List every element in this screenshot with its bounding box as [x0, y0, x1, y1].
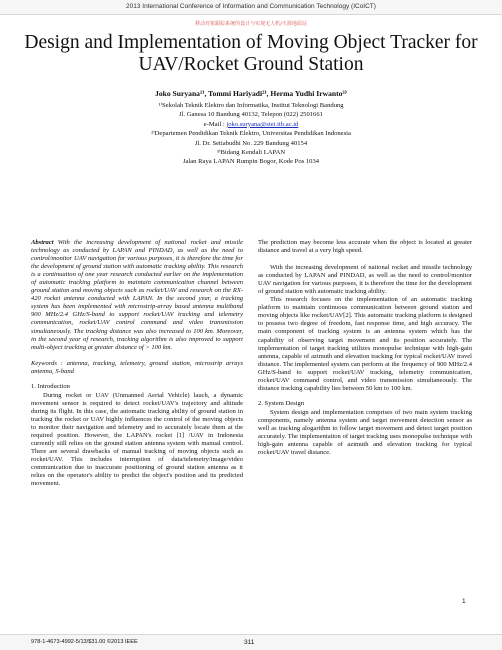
email-link[interactable]: joko.suryana@stei.itb.ac.id: [226, 120, 299, 128]
system-design-text: System design and implementation comprises of two main system tracking components, namely antenna system and target movement detection sensor as well as tracking alogarithm to follow target movement and detect target position accurately. The implementation of target tracking uses monopulse technique with high-gain antenna capable of azimuth and elevation tracking for typical rocket/UAV travel distance.: [258, 408, 472, 457]
affiliations: [40, 101, 462, 167]
affiliation-line: Jalan Raya LAPAN Rumpin Bogor, Kode Pos 1034: [182, 158, 320, 166]
paper-title: Design and Implementation of Moving Object Tracker for UAV/Rocket Ground Station: [24, 32, 478, 75]
email-line: [40, 120, 462, 129]
left-column: [31, 239, 243, 488]
page-number: 1: [462, 598, 466, 605]
affiliation-line: Jl. Ganesa 10 Bandung 40132, Telepon (022) 2501661: [179, 111, 323, 119]
affiliation-line: ²⁾Departemen Pendidikan Teknik Elektro, Universitas Pendidikan Indonesia: [151, 130, 351, 138]
section-heading-system-design: 2. System Design: [258, 399, 305, 407]
isbn-copyright: 978-1-4673-4992-5/13/$31.00 ©2013 IEEE: [31, 639, 138, 645]
abstract: [31, 239, 243, 352]
page-footer: [0, 634, 502, 650]
introduction-text: During rocket or UAV (Unmanned Aerial Vehicle) lauch, a dynamic movement sensor is required to detect rocket/UAV's trajectory and altitude during its flight. In this case, the automatic tracking ability of ground station in tracking the rocket or UAV highly influences the control of the moving objects to monitor their navigation and telemetry and to accurately locate them at the required position. However, the LAPAN's rocket [1] /UAV in Indonesia currently still relies on the ground station antenna system with manual control. There are several drawbacks of manual tracking of moving objects such as rocket/UAV. This includes interruption of data/telemetry/image/video communication due to inaccurate positioning of ground station antenna as it relies on the operator's ability to predict the object's position and its predicted movement.: [31, 391, 243, 488]
chinese-watermark: 移动对象跟踪系统的设计与实现无人机/火箭地面站: [195, 21, 307, 27]
affiliation-line: ³⁾Bidang Kendali LAPAN: [216, 149, 286, 157]
section-heading-introduction: 1. Introduction: [31, 382, 70, 390]
conference-header: 2013 International Conference of Information and Communication Technology (ICoICT): [0, 0, 502, 15]
abstract-lead: Abstract: [31, 239, 54, 246]
email-prefix: e-Mail :: [203, 120, 227, 128]
right-column: [258, 239, 472, 457]
paragraph: This research focuses on the implementation of an automatic tracking platform to maintain continuous communication between ground station and moving objects like rocket/UAV[2]. This automatic tracking platform is designed to possess two degree of freedom, fast response time, and high accuracy. The main component of tracking system is an antenna system which has the capability of observing target movement and its position accurately. The implementation of target tracking utilizes monopulse technique with high-gain antenna, capable of azimuth and elevation tracking for typical rocket/UAV travel distance. The implemented system can perform at the frequency of 900 MHz/2.4 GHz/S-band to support rocket/UAV tracking, telemetry communication, rocket/UAV command control, and video transmission simultaneously. The distance tracking capability lies between 50 km to 100 km.: [258, 296, 472, 392]
paragraph: The prediction may become less accurate when the object is located at greater distance and travel at a very high speed.: [258, 239, 472, 255]
keywords: Keywords : antenna, tracking, telemetry, ground station, microstrip arrays antenna, S-band: [31, 359, 243, 375]
paragraph: With the increasing development of national rocket and missile technology as conducted by LAPAN and PINDAD, as well as the need to control/monitor UAV navigation for various purposes, it is therefore the time for the development of ground station with automatic tracking ability.: [258, 264, 472, 296]
abstract-text: With the increasing development of national rocket and missile technology as conducted by LAPAN and PINDAD, as well as the need to control/monitor UAV navigation for various purposes, it is therefore the time for the development of ground station with automatic tracking ability. This research is a continuation of one year research conducted earlier on the implementation of automatic tracking platform to maintain communication channel between ground station and moving objects such as rocket/UAV and research on the RX-420 rocket antenna conducted with LAPAN. In the second year, a tracking system has been implemented with microstrip-array based antenna multiband 900 MHz/2.4 GHz/S-band to support rocket/UAV tracking and telemetry communication, rocket/UAV control command and video transmission simultaneously. The tracking distance was also increased to 100 km. Moreover, in the second year of research, tracking algorithm is also improved to support multi-object tracking at greater distance of > 100 km.: [31, 239, 243, 351]
affiliation-line: ¹⁾Sekolah Teknik Elektro dan Informatika, Institut Teknologi Bandung: [158, 102, 344, 109]
printed-page-number: 311: [244, 639, 255, 646]
affiliation-line: Jl. Dr. Setiabudhi No. 229 Bandung 40154: [194, 139, 308, 147]
author-list: Joko Suryana¹⁾, Tommi Hariyadi²⁾, Herma Yudhi Irwanto³⁾: [155, 89, 347, 98]
